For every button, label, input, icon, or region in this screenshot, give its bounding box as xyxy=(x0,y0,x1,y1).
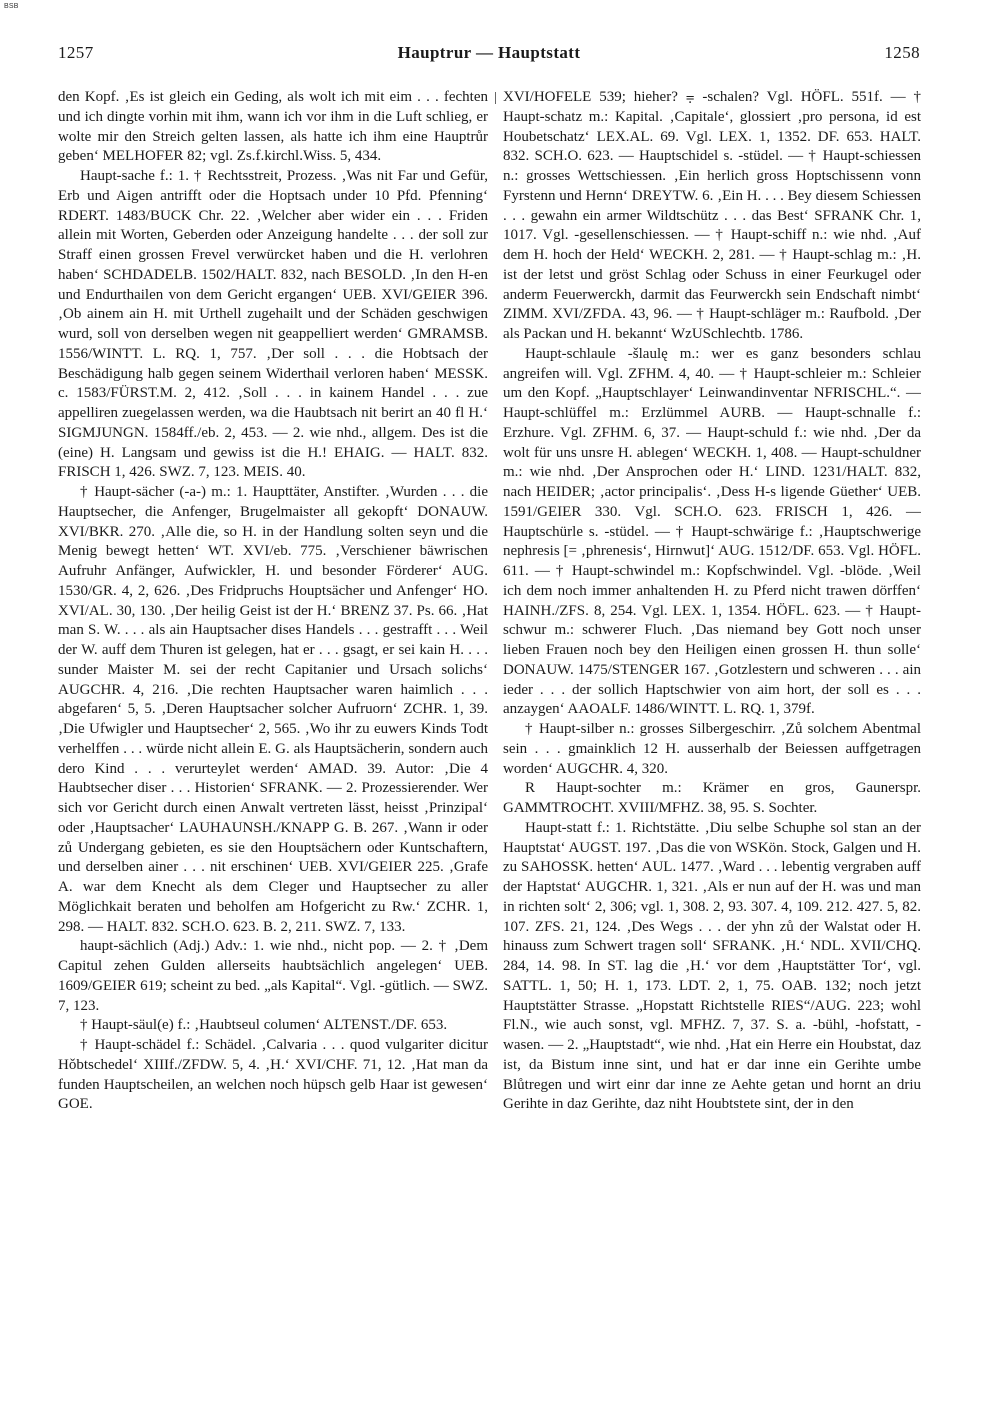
column-divider xyxy=(495,92,496,104)
entry-paragraph: † Haupt-silber n.: grosses Silbergeschirr. ‚Zů solchem Abentmal sein . . . gmainklich 12 H. ausserhalb der Beiessen auffgetragen worden‘ AUGCHR. 4, 320. xyxy=(503,721,921,777)
page-number-right: 1258 xyxy=(884,43,920,62)
running-head: Hauptrur — Hauptstatt xyxy=(397,43,581,62)
entry-paragraph: † Haupt-sächer (-a-) m.: 1. Haupttäter, Anstifter. ‚Wurden . . . die Hauptsecher, die Anfenger, Brugelmaister all gekopft‘ DONAUW. XVI/BKR. 270. ‚Alle die, so H. in der Handlung solten seyn und die Menig bewegt hetten‘ WT. XVI/eb. 775. ‚Verschiener bäwrischen Aufruhr Anfänger, Aufwickler, H. und besonder Förderer‘ AUG. 1530/GR. 4, 2, 626. ‚Des Fridpruchs Houptsächer und Anfenger‘ HO. XVI/AL. 30, 130. ‚Der heilig Geist ist der H.‘ BRENZ 37. Ps. 66. ‚Hat man S. W. . . . als ain Hauptsacher dises Handels . . . gestrafft . . . Weil der W. auff dem Thuren ist gelegen, hat er . . . gsagt, er sei kain H. . . . sunder Maister M. sei der recht Capitanier und Ursach solichs‘ AUGCHR. 4, 216. ‚Die rechten Hauptsacher waren haimlich . . . abgefaren‘ 5, 5. ‚Deren Hauptsacher solcher Aufruorn‘ ZCHR. 1, 39. ‚Die Ufwigler und Hauptsecher‘ 2, 565. ‚Wo ihr zu euwers Kinds Todt verhelffen . . . würde nicht allein E. G. als Hauptsächerin, sondern auch dero Kind . . . verurteylet werden‘ AMAD. 39. Autor: ‚Die 4 Haubtsecher diser . . . Historien‘ SFRANK. — 2. Prozessierender. Wer sich vor Gericht durch einen Anwalt vertreten lässt, heisst ‚Prinzipal‘ oder ‚Hauptsacher‘ LAUHAUNSH./KNAPP G. B. 267. ‚Wann ir oder zů Undergang gebieten, es sie den Houptsächern oder Kuntschaftern, und derselben ainer . . . nit erschinen‘ UEB. XVI/GEIER 225. ‚Grafe A. war dem Knecht als dem Cleger und Hauptsecher zu aller Möglichkait beraten und beholfen am Hofgericht zu Rw.‘ ZCHR. 1, 298. — HALT. 832. SCH.O. 623. B. 2, 211. SWZ. 7, 133. xyxy=(58,484,488,935)
entry-paragraph: R Haupt-sochter m.: Krämer en gros, Gaunerspr. GAMMTROCHT. XVIII/MFHZ. 38, 95. S. Sochter. xyxy=(503,780,921,816)
entry-paragraph: † Haupt-säul(e) f.: ‚Haubtseul columen‘ ALTENST./DF. 653. xyxy=(80,1017,448,1034)
library-mark: BSB xyxy=(4,3,19,10)
right-column xyxy=(503,88,921,1380)
entry-paragraph: Haupt-statt f.: 1. Richtstätte. ‚Diu selbe Schuphe sol stan an der Hauptstat‘ AUGST. 197. ‚Das die von WSKön. Stock, Galgen und H. zu SAHOSSK. hetten‘ AUL. 1477. ‚Ward . . . lebentig vergraben auff der Haptstat‘ AUGCHR. 1, 321. ‚Als er nun auf der H. was und man in richten solt‘ 2, 306; vgl. 1, 308. 2, 93. 307. 4, 109. 212. 427. 5, 82. 107. ZFS. 21, 124. ‚Des Wegs . . . der yhn zů der Walstat oder H. hinauss zum Schwert tragen soll‘ SFRANK. ‚H.‘ NDL. XVII/CHQ. 284, 14. 98. In ST. lag die ‚H.‘ vor dem ‚Hauptstätter Tor‘, vgl. SATTL. 1, 50; H. 1, 173. LDT. 2, 1, 75. OAB. 132; noch jetzt Hauptstätter Strasse. „Hopstatt Richtstelle RIES“/AUG. 223; wohl Fl.N., wie auch sonst, vgl. MFHZ. 7, 37. S. a. -bühl, -hofstatt, -wasen. — 2. „Hauptstadt“, wie nhd. ‚Hat ein Herre ein Houbstat, daz ist, da Bistum inne sint, und hat er dar inne ein Gerihte umbe Blůtregen und wirt einr dar inne ze Aehte getan und hornt an driu Gerihte in daz Gerihte, daz niht Houbtstete sint, der in den xyxy=(503,819,921,1113)
page-header xyxy=(58,43,920,69)
entry-paragraph: XVI/HOFELE 539; hieher? ⩦ -schalen? Vgl. HÖFL. 551f. — † Haupt-schatz m.: Kapital. ‚Capitale‘, glossiert ‚pro persona, id est Houbetschatz‘ LEX.AL. 69. Vgl. LEX. 1, 1352. DF. 653. HALT. 832. SCH.O. 623. — Hauptschidel s. -stüdel. — † Haupt-schiessen n.: grosses Wettschiessen. ‚Ein herlich gross Hoptschissenn vonn Fyrstenn und Hernn‘ DREYTW. 6. ‚Ein H. . . . Bey diesem Schiessen . . . gewahn ein armer Wildtschütz . . . das Best‘ SFRANK Chr. 1, 1017. Vgl. -gesellenschiessen. — † Haupt-schiff n.: wie nhd. ‚Auf dem H. hoch der Held‘ WECKH. 2, 281. — † Haupt-schlag m.: ‚H. ist der letst und gröst Schlag oder Schuss in einer Feurkugel oder anderm Feuerwerckh, darmit das Feurwerckh sein Endschaft nimbt‘ ZIMM. XVI/ZFDA. 43, 96. — † Haupt-schläger m.: Raufbold. ‚Der als Packan und H. bekannt‘ WzUSchlechtb. 1786. xyxy=(503,89,921,342)
entry-paragraph: den Kopf. ‚Es ist gleich ein Geding, als wolt ich mit eim . . . fechten und ich dingte vorhin mit ihm, wann ich vor ihm in die Luft schlieg, er wolte mir den Streich gelten lassen, als hatte ich ihm eine Hauptrůr geben‘ MELHOFER 82; vgl. Zs.f.kirchl.Wiss. 5, 434. xyxy=(58,89,488,165)
left-column xyxy=(58,88,488,1380)
entry-paragraph: Haupt-schlaule -šlaulę m.: wer es ganz besonders schlau angreifen will. Vgl. ZFHM. 4, 40. — † Haupt-schleier m.: Schleier um den Kopf. „Hauptschlayer‘ Leinwandinventar NFRISCHL.“. — Haupt-schlüffel m.: Erzlümmel AURB. — Haupt-schnalle f.: Erzhure. Vgl. ZFHM. 6, 37. — Haupt-schuld f.: wie nhd. ‚Der da wolt für uns unsre H. ablegen‘ WECKH. 1, 408. — Haupt-schuldner m.: wie nhd. ‚Der Ansprochen oder H.‘ LIND. 1231/HALT. 832, nach HEIDER; ‚actor principalis‘. ‚Dess H-s ligende Güether‘ UEB. 1591/GEIER 330. Vgl. SCH.O. 623. FRISCH 1, 426. — Hauptschürle s. -stüdel. — † Haupt-schwärige f.: ‚Hauptschwerige nephresis [= ‚phrenesis‘, Hirnwut]‘ AUG. 1512/DF. 653. Vgl. HÖFL. 611. — † Haupt-schwindel m.: Kopfschwindel. Vgl. -blöde. ‚Weil ich dem noch immer anhaltenden H. zu Pferd nicht trawen dörffen‘ HAINH./ZFS. 8, 254. Vgl. LEX. 1, 1354. HÖFL. 623. — † Haupt-schwur m.: schwerer Fluch. ‚Das niemand bey Gott noch unser lieben Frauen noch bey den Heiligen einen grossen H. thun solle‘ DONAUW. 1475/STENGER 167. ‚Gotzlestern und schweren . . . ain ieder . . . der sollich Haptschwier von aim hort, der soll es . . . anzaygen‘ AAOALF. 1486/WINTT. L. RQ. 1, 379f. xyxy=(503,345,921,718)
page-number-left: 1257 xyxy=(58,43,94,62)
entry-paragraph: † Haupt-schädel f.: Schädel. ‚Calvaria . . . quod vulgariter dicitur Hǒbtschedel‘ XIIIf./ZFDW. 5, 4. ‚H.‘ XVI/CHF. 71, 12. ‚Hat man da funden Hauptscheilen, an welchen noch hüpsch gelb Haar ist gewesen‘ GOE. xyxy=(58,1037,488,1113)
entry-paragraph: Haupt-sache f.: 1. † Rechtsstreit, Prozess. ‚Was nit Far und Gefür, Erb und Aigen antrifft oder die Hoptsach under 10 Pfd. Pfenning‘ RDERT. 1483/BUCK Chr. 22. ‚Welcher aber wider ein . . . Friden allein mit Worten, Geberden oder Anzeigung handelte . . . der soll zur Straff einen grossen Frevel verwürcket haben und die H. verlohren haben‘ SCHDADELB. 1502/HALT. 832, nach BESOLD. ‚In den H-en und Endurthailen von dem Gericht ergangen‘ UEB. XVI/GEIER 396. ‚Ob ainem ain H. mit Urthell zugehailt und der Schäden geschwigen wurd, soll von derselben wegen nit geappelliert werden‘ GMRAMSB. 1556/WINTT. L. RQ. 1, 757. ‚Der soll . . . die Hobtsach der Beschädigung halb gegen seinem Widerthail verloren haben‘ MESSK. c. 1583/FÜRST.M. 2, 412. ‚Soll . . . in kainem Handel . . . zue appelliren zuegelassen werden, wa die Haubtsach nit berirt an 40 fl H.‘ SIGMJUNGN. 1584ff./eb. 2, 453. — 2. wie nhd., allgem. Des ist die (eine) H. Langsam und gewiss ist die H.! EHAIG. — HALT. 832. FRISCH 1, 426. SWZ. 7, 123. MEIS. 40. xyxy=(58,168,488,481)
entry-paragraph: haupt-sächlich (Adj.) Adv.: 1. wie nhd., nicht pop. — 2. † ‚Dem Capitul zehen Gulden allerseits haubtsächlich angelegen‘ UEB. 1609/GEIER 619; scheint zu bed. „als Kapital“. Vgl. -gütlich. — SWZ. 7, 123. xyxy=(58,938,488,1014)
